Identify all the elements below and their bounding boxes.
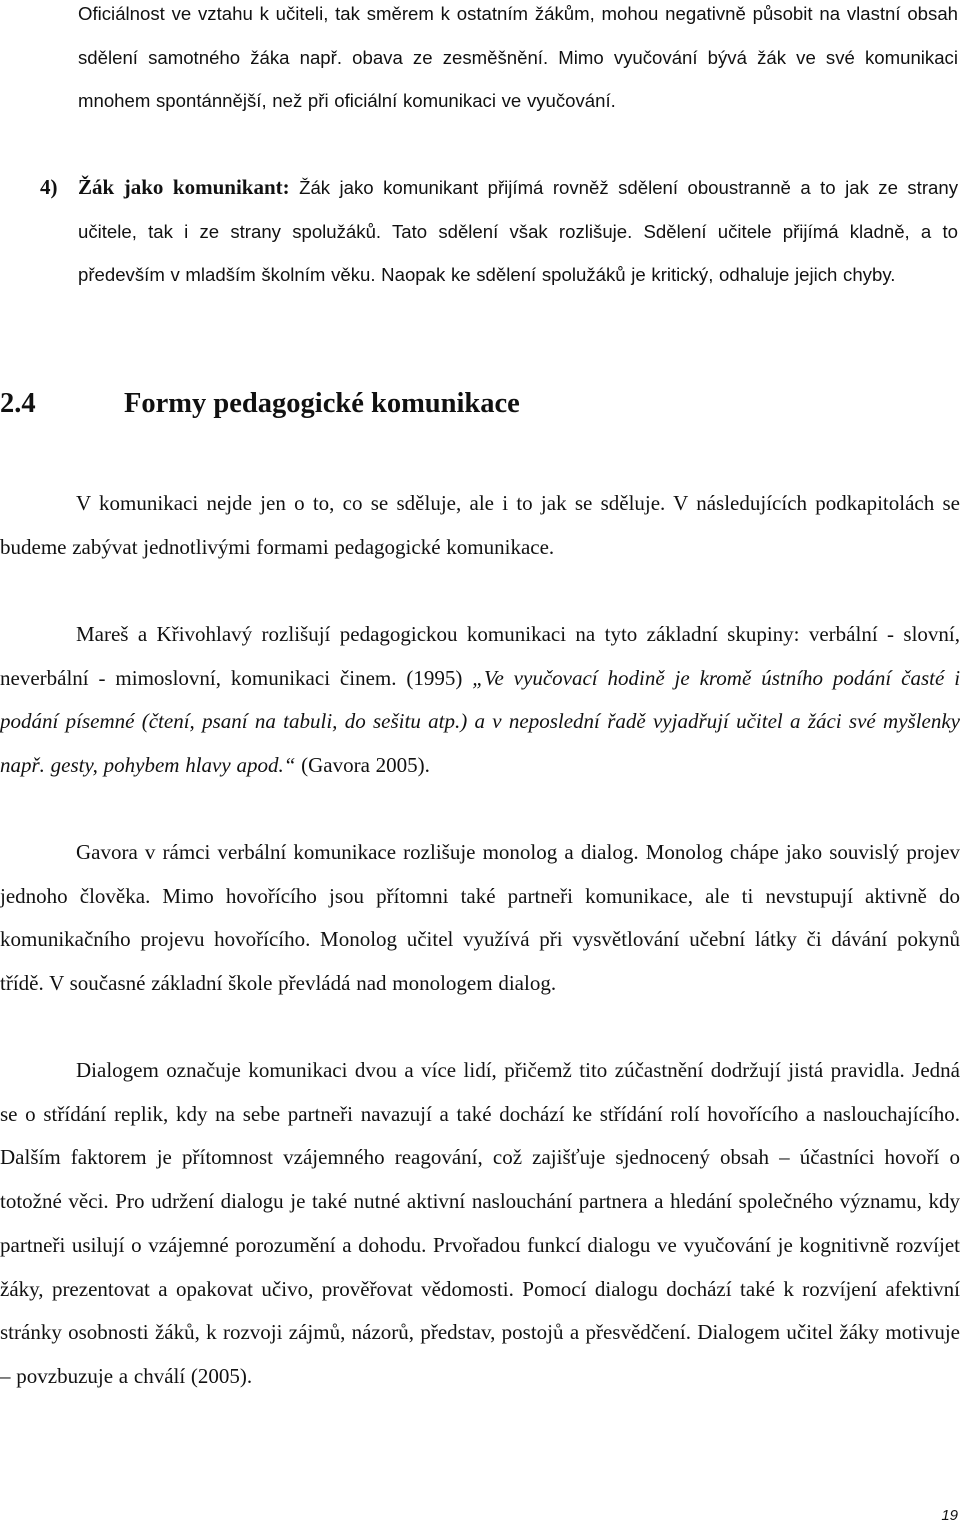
citation: (Gavora 2005). (295, 753, 430, 778)
list-item-term: Žák jako komunikant: (78, 175, 290, 199)
page-number: 19 (941, 1507, 958, 1524)
paragraph-forms-intro: V komunikaci nejde jen o to, co se sděluje, ale i to jak se sděluje. V následujících podkapitolách se budeme zabývat jednotlivými formami pedagogické komunikace. (0, 491, 960, 559)
list-item-text: Žák jako komunikant přijímá rovněž sdělení oboustranně a to jak ze strany učitele, tak i ze strany spolužáků. Tato sdělení však rozlišuje. Sdělení učitele přijímá kladně, a to především v mladším školním věku. Naopak ke sdělení spolužáků je kritický, odhaluje jejich chyby. (78, 177, 958, 286)
paragraph-monolog: Gavora v rámci verbální komunikace rozlišuje monolog a dialog. Monolog chápe jako souvislý projev jednoho člověka. Mimo hovořícího jsou přítomni také partneři komunikace, ale ti nevstupují aktivně do komunikačního projevu hovořícího. Monolog učitel využívá při vysvětlování učební látky či dávání pokynů třídě. V současné základní škole převládá nad monologem dialog. (0, 840, 960, 996)
gavora-quote: „Ve vyučovací hodině je kromě ústního podání časté i podání písemné (čtení, psaní na tabuli, do sešitu atp.) a v neposlední řadě vyjadřují učitel a žáci své myšlenky např. gesty, pohybem hlavy apod.“ (0, 665, 960, 778)
continuation-paragraph (78, 0, 958, 123)
paragraph-dialog: Dialogem označuje komunikaci dvou a více lidí, přičemž tito zúčastnění dodržují jistá pravidla. Jedná se o střídání replik, kdy na sebe partneři navazují a také dochází ke střídání rolí hovořícího a naslouchajícího. Dalším faktorem je přítomnost vzájemného reagování, což zajišťuje sjednocený obsah – účastníci hovoří o totožné věci. Pro udržení dialogu je také nutné aktivní naslouchání partnera a hledání společného významu, kdy partneři usilují o vzájemné porozumění a dohodu. Prvořadou funkcí dialogu ve vyučování je kognitivně rozvíjet žáky, prezentovat a opakovat učivo, prověřovat vědomosti. Pomocí dialogu dochází také k rozvíjení afektivní stránky osobnosti žáků, k rozvoji zájmů, názorů, představ, postojů a přesvědčení. Dialogem učitel žáky motivuje – povzbuzuje a chválí (2005). (0, 1058, 960, 1388)
list-item-4 (40, 166, 958, 297)
continuation-text: Oficiálnost ve vztahu k učiteli, tak směrem k ostatním žákům, mohou negativně působit na vlastní obsah sdělení samotného žáka např. obava ze zesměšnění. Mimo vyučování bývá žák ve své komunikaci mnohem spontánnější, než při oficiální komunikaci ve vyučování. (78, 3, 958, 112)
section-heading (0, 382, 960, 426)
section-number: 2.4 (0, 388, 36, 419)
section-title: Formy pedagogické komunikace (124, 388, 520, 419)
paragraph-text: Mareš a Křivohlavý rozlišují pedagogickou komunikaci na tyto základní skupiny: verbální - slovní, neverbální - mimoslovní, komunikaci činem. (1995) (0, 622, 960, 690)
list-item-number: 4) (40, 175, 58, 199)
paragraph-mares-krivohlavy (0, 613, 960, 788)
